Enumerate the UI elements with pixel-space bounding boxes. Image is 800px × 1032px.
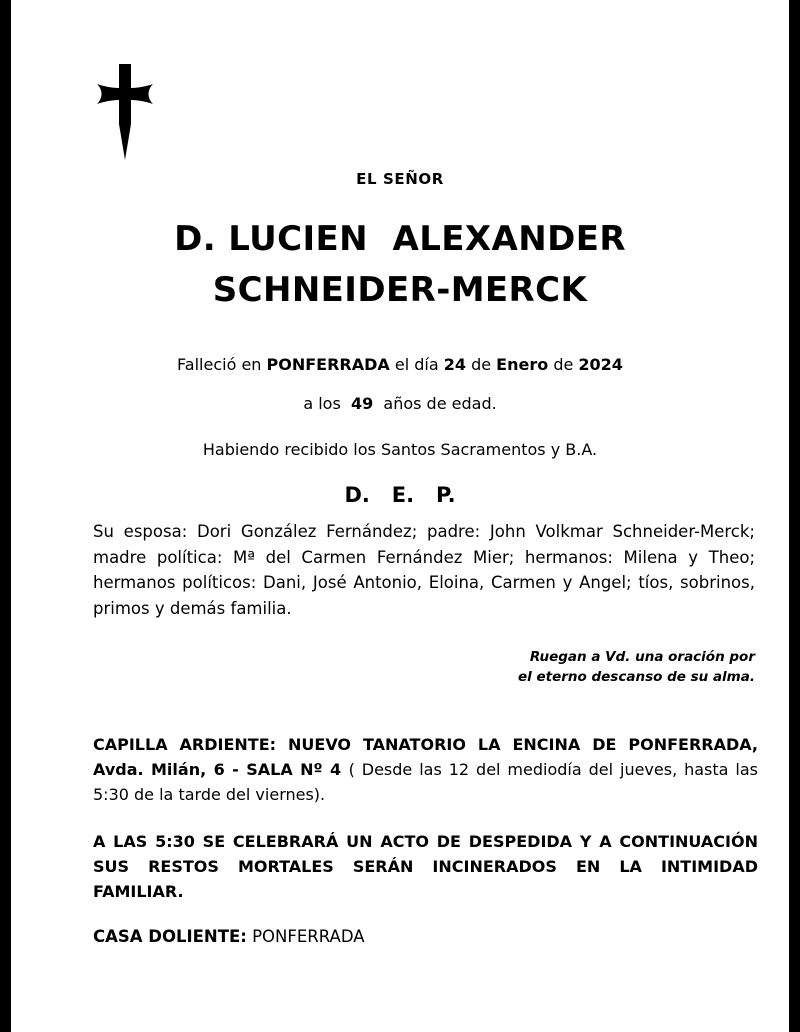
death-of: de [466, 355, 497, 374]
mourning-house-label: CASA DOLIENTE: [93, 927, 247, 946]
death-month: Enero [496, 355, 549, 374]
obituary-inner [11, 0, 789, 1032]
death-day: 24 [443, 355, 466, 374]
deceased-name-line-2: SCHNEIDER-MERCK [212, 270, 588, 310]
death-year: 2024 [578, 355, 623, 374]
chapel-location: NUEVO TANATORIO LA ENCINA DE PONFERRADA, Avda. Milán, 6 - SALA Nº 4 [93, 735, 759, 779]
deceased-name-line-1: D. LUCIEN ALEXANDER [174, 219, 626, 259]
cross-icon [93, 62, 157, 162]
age-prefix: a los [303, 394, 351, 413]
chapel-hours: ( Desde las 12 del mediodía del jueves, hasta las 5:30 de la tarde del viernes). [93, 760, 759, 804]
age-suffix: años de edad. [373, 394, 497, 413]
death-prefix: Falleció en [177, 355, 267, 374]
mourning-house [93, 924, 758, 949]
farewell-act-text: A LAS 5:30 SE CELEBRARÁ UN ACTO DE DESPEDIDA Y A CONTINUACIÓN SUS RESTOS MORTALES SERÁN INCINERADOS EN LA INTIMIDAD FAMILIAR. [93, 832, 758, 901]
family-text: Su esposa: Dori González Fernández; padre: John Volkmar Schneider-Merck; madre política: Mª del Carmen Fernández Mier; hermanos: Milena y Theo; hermanos políticos: Dani, José Antonio, Eloina, Carmen y Angel; tíos, sobrinos, primos y demás familia. [93, 522, 755, 618]
death-place: PONFERRADA [266, 355, 390, 374]
death-line [11, 355, 789, 374]
age-line [11, 394, 789, 413]
prayer-text [93, 647, 755, 687]
deceased-name [11, 214, 789, 316]
prayer-line-2: el eterno descanso de su alma. [518, 669, 755, 685]
chapel-info [93, 732, 758, 807]
death-middle: el día [389, 355, 444, 374]
age-value: 49 [350, 394, 374, 413]
death-of-2: de [548, 355, 579, 374]
chapel-label: CAPILLA ARDIENTE [93, 735, 270, 754]
prayer-line-1: Ruegan a Vd. una oración por [529, 649, 755, 665]
mourning-house-value: PONFERRADA [246, 927, 365, 946]
sacraments-line: Habiendo recibido los Santos Sacramentos y B.A. [202, 440, 598, 459]
header-label: EL SEÑOR [356, 170, 444, 188]
chapel-separator: : [269, 735, 288, 754]
dep-line: D. E. P. [344, 483, 456, 507]
